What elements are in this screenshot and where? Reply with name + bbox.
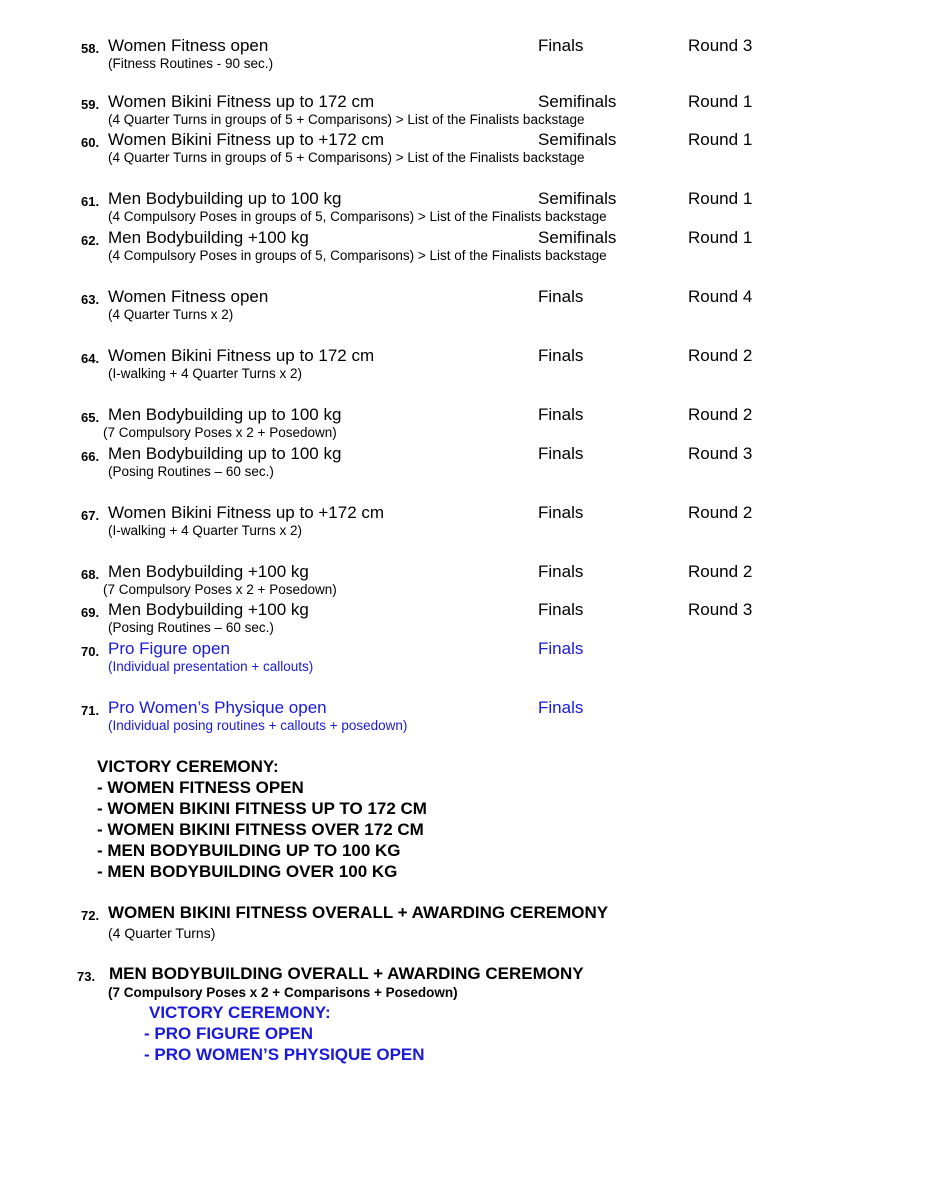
ceremony-item: - WOMEN BIKINI FITNESS UP TO 172 CM xyxy=(97,799,427,818)
ceremony-item: - MEN BODYBUILDING OVER 100 KG xyxy=(97,862,398,881)
entry-round: Round 2 xyxy=(688,562,753,581)
entry-number: 69. xyxy=(81,605,100,620)
entry-number: 68. xyxy=(81,567,100,582)
entry-number: 62. xyxy=(81,233,100,248)
entry-round: Round 1 xyxy=(688,189,753,208)
entry-stage: Finals xyxy=(538,287,584,306)
entry-description: (Fitness Routines - 90 sec.) xyxy=(108,56,274,71)
entry-title: Men Bodybuilding up to 100 kg xyxy=(108,444,342,463)
entry-title: Women Bikini Fitness up to +172 cm xyxy=(108,130,385,149)
entry-description: (4 Quarter Turns) xyxy=(108,925,216,941)
entry-title: Women Fitness open xyxy=(108,287,269,306)
ceremony-item: - MEN BODYBUILDING UP TO 100 KG xyxy=(97,841,401,860)
entry-stage: Finals xyxy=(538,405,584,424)
entry-number: 64. xyxy=(81,351,100,366)
entry-stage: Finals xyxy=(538,639,584,658)
entry-number: 61. xyxy=(81,194,100,209)
entry-description: (Individual presentation + callouts) xyxy=(108,659,314,674)
entry-description: (4 Compulsory Poses in groups of 5, Comparisons) > List of the Finalists backstage xyxy=(108,248,607,263)
entry-description: (4 Quarter Turns in groups of 5 + Comparisons) > List of the Finalists backstage xyxy=(108,150,585,165)
entry-description: (7 Compulsory Poses x 2 + Comparisons + Posedown) xyxy=(108,985,458,1000)
entry-round: Round 3 xyxy=(688,444,753,463)
entry-stage: Semifinals xyxy=(538,130,617,149)
victory-ceremony-block xyxy=(97,756,427,882)
ceremony-heading: VICTORY CEREMONY: xyxy=(97,757,279,776)
entry-round: Round 2 xyxy=(688,346,753,365)
entry-description: (7 Compulsory Poses x 2 + Posedown) xyxy=(103,582,337,597)
entry-title: Women Bikini Fitness up to +172 cm xyxy=(108,503,385,522)
entry-number: 72. xyxy=(81,908,100,923)
entry-stage: Semifinals xyxy=(538,189,617,208)
entry-number: 60. xyxy=(81,135,100,150)
pro-ceremony-item: - PRO FIGURE OPEN xyxy=(144,1024,314,1043)
entry-stage: Finals xyxy=(538,698,584,717)
entry-title: Men Bodybuilding +100 kg xyxy=(108,562,309,581)
entry-description: (I-walking + 4 Quarter Turns x 2) xyxy=(108,523,302,538)
pro-ceremony-heading: VICTORY CEREMONY: xyxy=(149,1003,331,1022)
entry-round: Round 3 xyxy=(688,36,753,55)
entry-description: (4 Quarter Turns in groups of 5 + Comparisons) > List of the Finalists backstage xyxy=(108,112,585,127)
entry-round: Round 3 xyxy=(688,600,753,619)
entry-title: Pro Women’s Physique open xyxy=(108,698,327,717)
entry-title: Pro Figure open xyxy=(108,639,230,658)
entry-number: 73. xyxy=(77,969,96,984)
entry-title: Women Fitness open xyxy=(108,36,269,55)
ceremony-item: - WOMEN BIKINI FITNESS OVER 172 CM xyxy=(97,820,424,839)
entry-round: Round 1 xyxy=(688,228,753,247)
entry-description: (Individual posing routines + callouts + posedown) xyxy=(108,718,408,733)
entry-stage: Finals xyxy=(538,36,584,55)
entry-number: 71. xyxy=(81,703,100,718)
entry-title: Men Bodybuilding +100 kg xyxy=(108,600,309,619)
entry-stage: Finals xyxy=(538,562,584,581)
entry-description: (4 Compulsory Poses in groups of 5, Comparisons) > List of the Finalists backstage xyxy=(108,209,607,224)
entry-round: Round 4 xyxy=(688,287,753,306)
entry-stage: Finals xyxy=(538,600,584,619)
entry-title: Men Bodybuilding up to 100 kg xyxy=(108,405,342,424)
entry-description: (7 Compulsory Poses x 2 + Posedown) xyxy=(103,425,337,440)
ceremony-item: - WOMEN FITNESS OPEN xyxy=(97,778,304,797)
entry-description: (I-walking + 4 Quarter Turns x 2) xyxy=(108,366,302,381)
entry-stage: Finals xyxy=(538,346,584,365)
entry-title: WOMEN BIKINI FITNESS OVERALL + AWARDING CEREMONY xyxy=(108,903,609,922)
entry-description: (Posing Routines – 60 sec.) xyxy=(108,464,274,479)
entry-stage: Finals xyxy=(538,444,584,463)
entry-title: MEN BODYBUILDING OVERALL + AWARDING CEREMONY xyxy=(109,964,584,983)
entry-round: Round 2 xyxy=(688,405,753,424)
entry-number: 58. xyxy=(81,41,100,56)
entry-number: 67. xyxy=(81,508,100,523)
entry-description: (4 Quarter Turns x 2) xyxy=(108,307,234,322)
entry-stage: Finals xyxy=(538,503,584,522)
entry-description: (Posing Routines – 60 sec.) xyxy=(108,620,274,635)
entry-title: Men Bodybuilding up to 100 kg xyxy=(108,189,342,208)
entry-number: 66. xyxy=(81,449,100,464)
entry-title: Men Bodybuilding +100 kg xyxy=(108,228,309,247)
entry-number: 65. xyxy=(81,410,100,425)
entry-number: 70. xyxy=(81,644,100,659)
entry-stage: Semifinals xyxy=(538,92,617,111)
entry-number: 59. xyxy=(81,97,100,112)
entry-title: Women Bikini Fitness up to 172 cm xyxy=(108,92,375,111)
entry-title: Women Bikini Fitness up to 172 cm xyxy=(108,346,375,365)
entry-stage: Semifinals xyxy=(538,228,617,247)
entry-round: Round 1 xyxy=(688,92,753,111)
entry-number: 63. xyxy=(81,292,100,307)
entry-round: Round 2 xyxy=(688,503,753,522)
pro-ceremony-item: - PRO WOMEN’S PHYSIQUE OPEN xyxy=(144,1045,425,1064)
entry-round: Round 1 xyxy=(688,130,753,149)
